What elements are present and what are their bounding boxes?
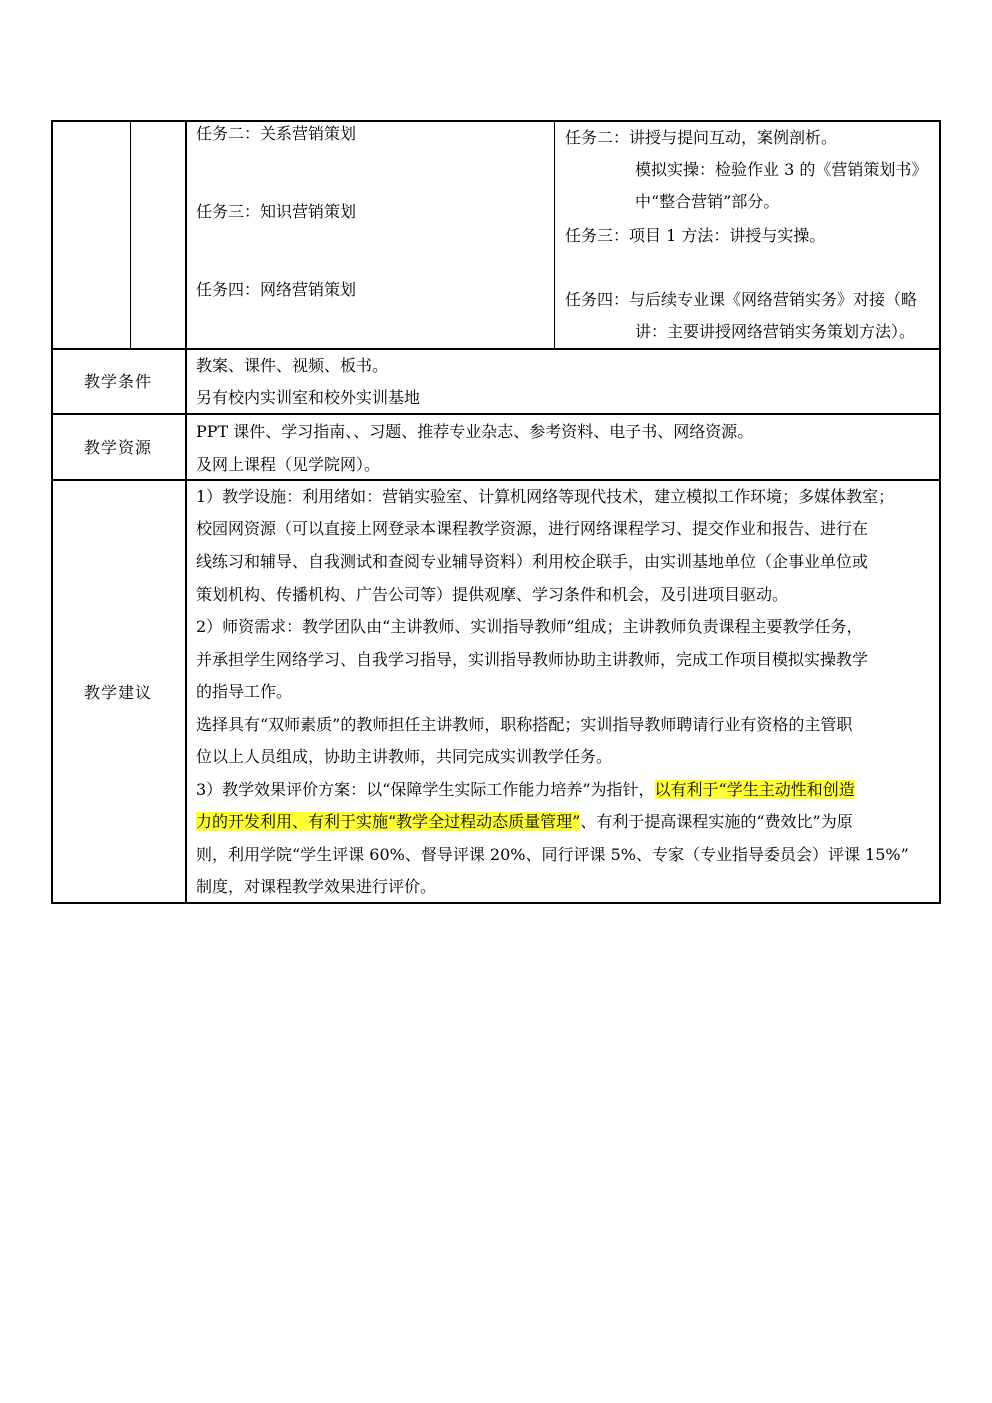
suggestion-line-6: 并承担学生网络学习、自我学习指导，实训指导教师协助主讲教师，完成工作项目模拟实操教学 [196, 650, 869, 669]
suggestion-line-3: 线练习和辅导、自我测试和查阅专业辅导资料）利用校企联手，由实训基地单位（企事业单位或 [196, 552, 869, 571]
teaching-resources-label: 教学资源 [84, 438, 153, 457]
table-divider-sub-col [130, 120, 131, 350]
method-line-6: 讲：主要讲授网络营销实务策划方法）。 [635, 322, 916, 341]
teaching-resources-line-2: 及网上课程（见学院网）。 [196, 455, 381, 474]
suggestion-line-1: 1）教学设施：利用绪如：营销实验室、计算机网络等现代技术，建立模拟工作环境；多媒体教室； [196, 487, 895, 506]
teaching-conditions-line-1: 教案、课件、视频、板书。 [196, 356, 389, 375]
task-four: 任务四：网络营销策划 [196, 280, 357, 299]
method-line-3: 中“整合营销”部分。 [635, 192, 780, 211]
highlighted-text-1: 以有利于“学生主动性和创造 [654, 780, 855, 799]
teaching-suggestions-label: 教学建议 [84, 683, 153, 702]
method-line-5: 任务四：与后续专业课《网络营销实务》对接（略 [565, 290, 918, 309]
teaching-resources-line-1: PPT 课件、学习指南、、习题、推荐专业杂志、参考资料、电子书、网络资源。 [196, 422, 754, 441]
task-two: 任务二：关系营销策划 [196, 124, 357, 143]
teaching-conditions-line-2: 另有校内实训室和校外实训基地 [196, 388, 421, 407]
highlighted-text-2: 力的开发利用、有利于实施“教学全过程动态质量管理” [196, 812, 581, 831]
table-border-left [51, 120, 53, 904]
suggestion-line-11-plain: 、有利于提高课程实施的“费效比”为原 [580, 812, 853, 831]
suggestion-line-2: 校园网资源（可以直接上网登录本课程教学资源，进行网络课程学习、提交作业和报告、进行在 [196, 519, 869, 538]
table-border-right [939, 120, 941, 904]
table-divider-method-col [554, 120, 555, 350]
suggestion-line-10-plain: 3）教学效果评价方案：以“保障学生实际工作能力培养”为指针， [196, 780, 655, 799]
suggestion-line-11 [196, 812, 853, 832]
suggestion-line-10 [196, 780, 855, 800]
task-three: 任务三：知识营销策划 [196, 202, 357, 221]
suggestion-line-9: 位以上人员组成，协助主讲教师，共同完成实训教学任务。 [196, 747, 613, 766]
method-line-2: 模拟实操：检验作业 3 的《营销策划书》 [635, 160, 928, 179]
suggestion-line-12: 则，利用学院“学生评课 60%、督导评课 20%、同行评课 5%、专家（专业指导委员会）评课 15%” [196, 845, 909, 864]
suggestion-line-7: 的指导工作。 [196, 682, 293, 701]
suggestion-line-8: 选择具有“双师素质”的教师担任主讲教师，职称搭配；实训指导教师聘请行业有资格的主管职 [196, 715, 853, 734]
teaching-conditions-label: 教学条件 [84, 372, 153, 391]
suggestion-line-13: 制度，对课程教学效果进行评价。 [196, 877, 437, 896]
suggestion-line-4: 策划机构、传播机构、广告公司等）提供观摩、学习条件和机会，及引进项目驱动。 [196, 585, 789, 604]
suggestion-line-5: 2）师资需求：教学团队由“主讲教师、实训指导教师”组成；主讲教师负责课程主要教学任务， [196, 617, 863, 636]
table-row-divider-2 [51, 413, 941, 415]
method-line-1: 任务二：讲授与提问互动，案例剖析。 [565, 128, 838, 147]
table-divider-label-col [185, 120, 187, 904]
table-row-divider-1 [51, 348, 941, 350]
table-row-divider-3 [51, 479, 941, 481]
method-line-4: 任务三：项目 1 方法：讲授与实操。 [565, 226, 826, 245]
